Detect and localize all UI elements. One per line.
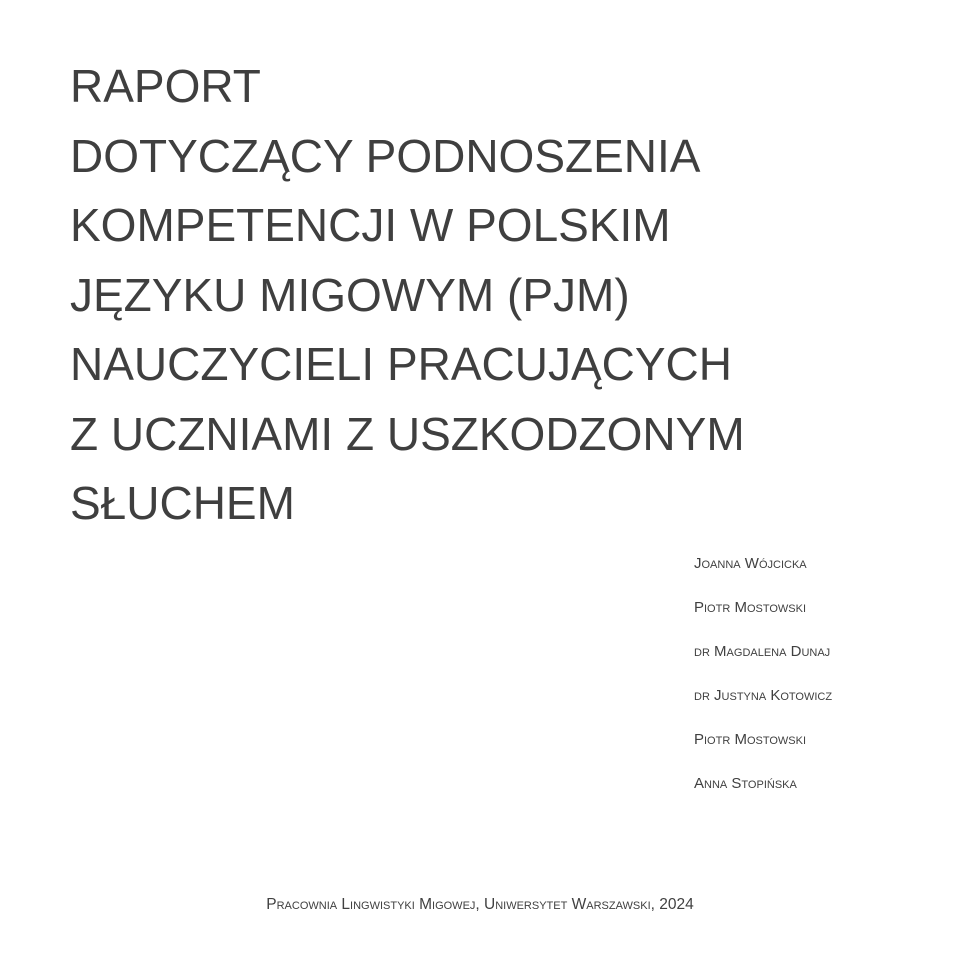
- report-title: [70, 52, 745, 539]
- title-line: DOTYCZĄCY PODNOSZENIA: [70, 129, 701, 182]
- author-list: [694, 550, 832, 814]
- author-name: Piotr Mostowski: [694, 731, 807, 748]
- author-name: Anna Stopińska: [694, 775, 797, 792]
- title-line: RAPORT: [70, 60, 261, 112]
- title-line: SŁUCHEM: [70, 477, 295, 529]
- author-name: dr Magdalena Dunaj: [694, 643, 831, 660]
- author-name: dr Justyna Kotowicz: [694, 687, 833, 704]
- publisher-footer: Pracownia Lingwistyki Migowej, Uniwersytet Warszawski, 2024: [266, 896, 694, 913]
- title-line: JĘZYKU MIGOWYM (PJM): [70, 268, 630, 321]
- title-line: Z UCZNIAMI Z USZKODZONYM: [70, 407, 745, 460]
- title-line: NAUCZYCIELI PRACUJĄCYCH: [70, 338, 732, 390]
- title-line: KOMPETENCJI W POLSKIM: [70, 199, 671, 251]
- author-name: Joanna Wójcicka: [694, 555, 807, 572]
- author-name: Piotr Mostowski: [694, 599, 807, 616]
